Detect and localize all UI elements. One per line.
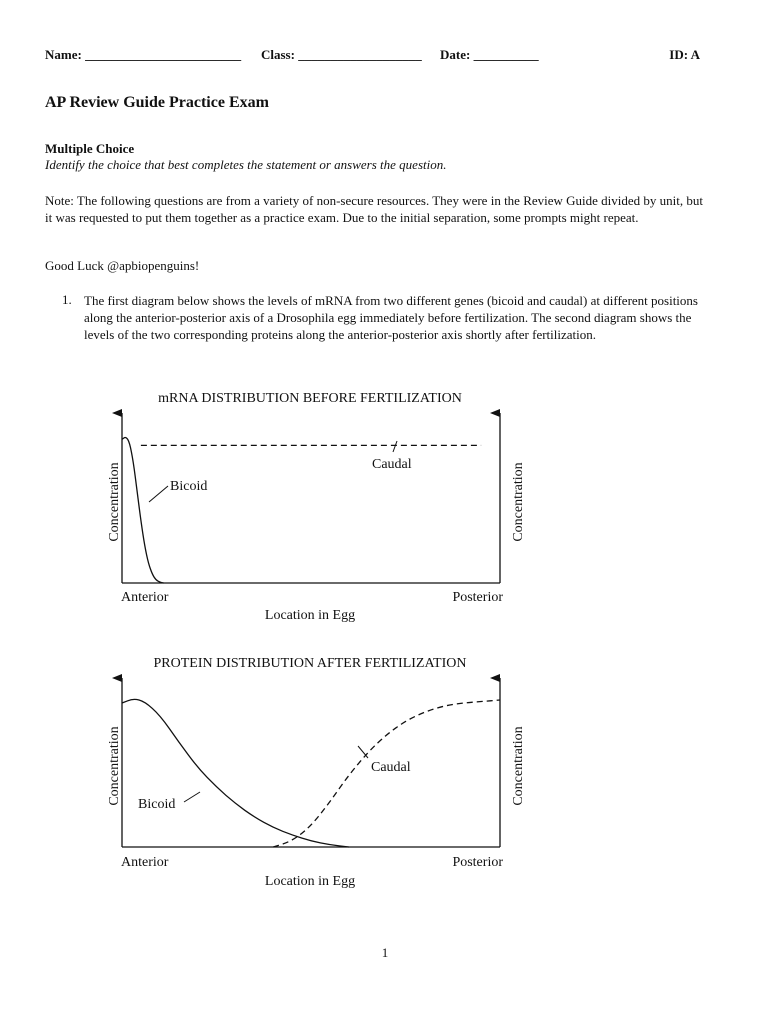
- protein-chart: [107, 656, 526, 889]
- page-title: AP Review Guide Practice Exam: [45, 94, 269, 111]
- class-field: Class: ___________________: [261, 47, 422, 62]
- bicoid-label: Bicoid: [170, 479, 208, 494]
- caudal-label: Caudal: [372, 457, 412, 472]
- y-axis-label-right: Concentration: [511, 462, 526, 542]
- anterior-label: Anterior: [121, 590, 169, 605]
- posterior-label: Posterior: [452, 590, 503, 605]
- anterior-label: Anterior: [121, 855, 169, 870]
- bicoid-leader: [149, 486, 168, 502]
- chart-title: PROTEIN DISTRIBUTION AFTER FERTILIZATION: [153, 656, 467, 671]
- bicoid-mrna-line: [122, 437, 164, 583]
- good-luck-line: Good Luck @apbiopenguins!: [45, 258, 200, 273]
- y-axis-label-right: Concentration: [511, 726, 526, 806]
- bicoid-protein-line: [122, 699, 349, 847]
- x-axis-label: Location in Egg: [264, 608, 356, 623]
- posterior-label: Posterior: [452, 855, 503, 870]
- mrna-chart: [107, 391, 526, 623]
- bicoid-leader: [184, 792, 200, 802]
- section-instructions: Identify the choice that best completes the statement or answers the question.: [45, 157, 447, 172]
- section-heading: Multiple Choice: [45, 141, 135, 156]
- x-axis-label: Location in Egg: [264, 874, 356, 889]
- bicoid-label: Bicoid: [138, 797, 176, 812]
- caudal-label: Caudal: [371, 760, 411, 775]
- name-field: Name: ________________________: [45, 47, 242, 62]
- caudal-leader: [393, 441, 397, 452]
- y-axis-label-left: Concentration: [107, 462, 122, 542]
- y-axis-label-left: Concentration: [107, 726, 122, 806]
- question-number: 1.: [62, 292, 72, 307]
- question-text: The first diagram below shows the levels of mRNA from two different genes (bicoid and caudal) at different positions along the anterior-posterior axis of a Drosophila egg immediately before fertilization. The second diagram shows the levels of the two corresponding proteins along the anterior-posterior axis shortly after fertilization.: [84, 293, 698, 342]
- date-field: Date: __________: [440, 47, 539, 62]
- chart-title: mRNA DISTRIBUTION BEFORE FERTILIZATION: [158, 391, 462, 406]
- note-paragraph: Note: The following questions are from a variety of non-secure resources. They were in the Review Guide divided by unit, but it was requested to put them together as a practice exam. Due to the initial separation, some prompts might repeat.: [45, 193, 704, 225]
- id-field: ID: A: [669, 47, 700, 62]
- page-number: 1: [381, 945, 389, 960]
- caudal-leader: [358, 746, 368, 758]
